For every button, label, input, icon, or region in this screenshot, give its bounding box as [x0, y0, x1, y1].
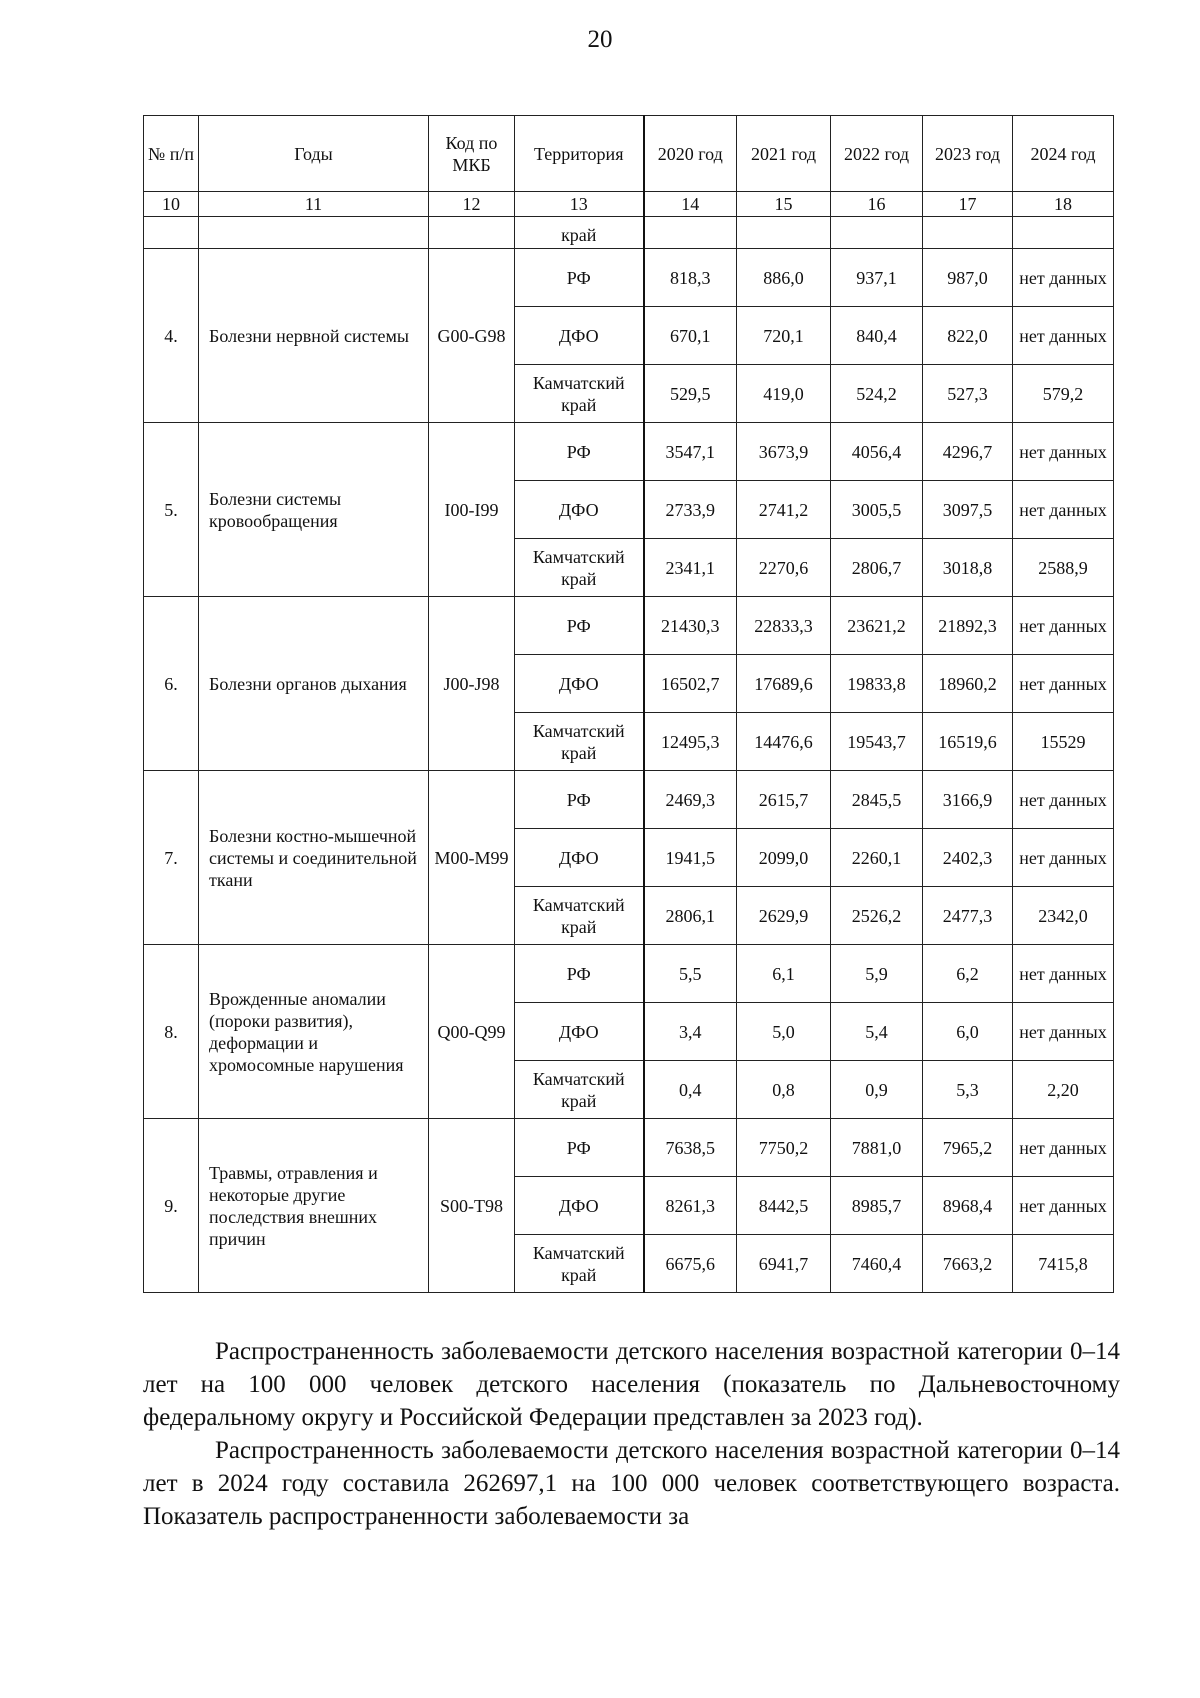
value-cell: 12495,3 [644, 713, 737, 771]
empty-cell [831, 217, 923, 249]
value-cell: 22833,3 [737, 597, 831, 655]
table-row [144, 945, 1114, 1003]
header-cell-years: Годы [199, 116, 429, 192]
value-cell: 5,5 [644, 945, 737, 1003]
column-number: 16 [831, 192, 923, 217]
value-cell: 8442,5 [737, 1177, 831, 1235]
territory-cell: ДФО [515, 307, 644, 365]
value-cell: 3166,9 [923, 771, 1013, 829]
column-number: 12 [429, 192, 515, 217]
value-cell: 2615,7 [737, 771, 831, 829]
value-cell: 3,4 [644, 1003, 737, 1061]
value-cell: 2733,9 [644, 481, 737, 539]
row-number: 6. [144, 597, 199, 771]
value-cell: 8985,7 [831, 1177, 923, 1235]
value-cell: нет данных [1013, 1003, 1114, 1061]
territory-cell: ДФО [515, 655, 644, 713]
column-number: 15 [737, 192, 831, 217]
column-number: 13 [515, 192, 644, 217]
value-cell: 5,0 [737, 1003, 831, 1061]
disease-group: Болезни системы кровообращения [199, 423, 429, 597]
value-cell: нет данных [1013, 945, 1114, 1003]
disease-group: Болезни органов дыхания [199, 597, 429, 771]
value-cell: 527,3 [923, 365, 1013, 423]
value-cell: 16519,6 [923, 713, 1013, 771]
territory-cell: Камчатский край [515, 887, 644, 945]
table-row [144, 597, 1114, 655]
value-cell: 6675,6 [644, 1235, 737, 1293]
value-cell: 18960,2 [923, 655, 1013, 713]
icd-code: S00-T98 [429, 1119, 515, 1293]
value-cell: 818,3 [644, 249, 737, 307]
row-number: 9. [144, 1119, 199, 1293]
territory-cell: РФ [515, 771, 644, 829]
value-cell: 2099,0 [737, 829, 831, 887]
value-cell: 7965,2 [923, 1119, 1013, 1177]
territory-cell: РФ [515, 1119, 644, 1177]
row-number: 7. [144, 771, 199, 945]
icd-code: I00-I99 [429, 423, 515, 597]
header-cell-2023: 2023 год [923, 116, 1013, 192]
value-cell: 2402,3 [923, 829, 1013, 887]
value-cell: 2806,7 [831, 539, 923, 597]
value-cell: 4056,4 [831, 423, 923, 481]
value-cell: 8968,4 [923, 1177, 1013, 1235]
empty-cell [644, 217, 737, 249]
value-cell: 670,1 [644, 307, 737, 365]
empty-cell [923, 217, 1013, 249]
value-cell: 5,4 [831, 1003, 923, 1061]
value-cell: 3097,5 [923, 481, 1013, 539]
icd-code: M00-M99 [429, 771, 515, 945]
table-header-row [144, 116, 1114, 192]
territory-cell: ДФО [515, 1003, 644, 1061]
header-cell-2021: 2021 год [737, 116, 831, 192]
value-cell: 886,0 [737, 249, 831, 307]
column-number: 10 [144, 192, 199, 217]
empty-cell [1013, 217, 1114, 249]
value-cell: 6,1 [737, 945, 831, 1003]
value-cell: нет данных [1013, 1177, 1114, 1235]
disease-group: Болезни нервной системы [199, 249, 429, 423]
value-cell: нет данных [1013, 597, 1114, 655]
column-number: 18 [1013, 192, 1114, 217]
header-cell-2020: 2020 год [644, 116, 737, 192]
value-cell: 17689,6 [737, 655, 831, 713]
value-cell: 987,0 [923, 249, 1013, 307]
value-cell: 822,0 [923, 307, 1013, 365]
value-cell: 21430,3 [644, 597, 737, 655]
value-cell: 21892,3 [923, 597, 1013, 655]
value-cell: 2588,9 [1013, 539, 1114, 597]
value-cell: 7460,4 [831, 1235, 923, 1293]
value-cell: 15529 [1013, 713, 1114, 771]
value-cell: нет данных [1013, 829, 1114, 887]
disease-group: Травмы, отравления и некоторые другие последствия внешних причин [199, 1119, 429, 1293]
value-cell: 524,2 [831, 365, 923, 423]
value-cell: 16502,7 [644, 655, 737, 713]
continuation-territory: край [515, 217, 644, 249]
value-cell: 6,0 [923, 1003, 1013, 1061]
value-cell: 3018,8 [923, 539, 1013, 597]
value-cell: 3547,1 [644, 423, 737, 481]
territory-cell: Камчатский край [515, 1061, 644, 1119]
territory-cell: Камчатский край [515, 539, 644, 597]
value-cell: 7881,0 [831, 1119, 923, 1177]
table-body [144, 116, 1114, 1293]
value-cell: 2806,1 [644, 887, 737, 945]
header-cell-icd-code: Код по МКБ [429, 116, 515, 192]
column-number: 14 [644, 192, 737, 217]
territory-cell: РФ [515, 423, 644, 481]
territory-cell: РФ [515, 597, 644, 655]
value-cell: 0,4 [644, 1061, 737, 1119]
value-cell: 5,9 [831, 945, 923, 1003]
header-cell-number: № п/п [144, 116, 199, 192]
table-row [144, 423, 1114, 481]
disease-group: Болезни костно-мышечной системы и соединительной ткани [199, 771, 429, 945]
header-cell-2022: 2022 год [831, 116, 923, 192]
row-number: 4. [144, 249, 199, 423]
value-cell: 0,9 [831, 1061, 923, 1119]
value-cell: 2629,9 [737, 887, 831, 945]
empty-cell [737, 217, 831, 249]
territory-cell: РФ [515, 249, 644, 307]
territory-cell: Камчатский край [515, 365, 644, 423]
value-cell: нет данных [1013, 771, 1114, 829]
table-row [144, 249, 1114, 307]
value-cell: 7750,2 [737, 1119, 831, 1177]
value-cell: 6941,7 [737, 1235, 831, 1293]
value-cell: 2469,3 [644, 771, 737, 829]
empty-cell [144, 217, 199, 249]
value-cell: 937,1 [831, 249, 923, 307]
value-cell: 529,5 [644, 365, 737, 423]
paragraph: Распространенность заболеваемости детского населения возрастной категории 0–14 лет на 100 000 человек детского населения (показатель по Дальневосточному федеральному округу и Российской Федерации представлен за 2023 год). [143, 1338, 1120, 1431]
value-cell: 840,4 [831, 307, 923, 365]
header-cell-2024: 2024 год [1013, 116, 1114, 192]
value-cell: 2741,2 [737, 481, 831, 539]
empty-cell [429, 217, 515, 249]
value-cell: нет данных [1013, 1119, 1114, 1177]
row-number: 8. [144, 945, 199, 1119]
territory-cell: ДФО [515, 1177, 644, 1235]
table-row [144, 1119, 1114, 1177]
value-cell: 2341,1 [644, 539, 737, 597]
value-cell: 419,0 [737, 365, 831, 423]
continuation-row [144, 217, 1114, 249]
value-cell: 2342,0 [1013, 887, 1114, 945]
territory-cell: Камчатский край [515, 713, 644, 771]
disease-group: Врожденные аномалии (пороки развития), деформации и хромосомные нарушения [199, 945, 429, 1119]
value-cell: 3673,9 [737, 423, 831, 481]
value-cell: 19543,7 [831, 713, 923, 771]
value-cell: 23621,2 [831, 597, 923, 655]
value-cell: 7415,8 [1013, 1235, 1114, 1293]
header-cell-territory: Территория [515, 116, 644, 192]
value-cell: нет данных [1013, 655, 1114, 713]
value-cell: 7663,2 [923, 1235, 1013, 1293]
value-cell: 1941,5 [644, 829, 737, 887]
value-cell: 5,3 [923, 1061, 1013, 1119]
territory-cell: Камчатский край [515, 1235, 644, 1293]
value-cell: 2270,6 [737, 539, 831, 597]
paragraph: Распространенность заболеваемости детского населения возрастной категории 0–14 лет в 2024 году составила 262697,1 на 100 000 человек соответствующего возраста. Показатель распространенности заболеваемости за [143, 1437, 1120, 1530]
value-cell: 8261,3 [644, 1177, 737, 1235]
table-row [144, 771, 1114, 829]
body-text [143, 1335, 1120, 1533]
page-number: 20 [587, 26, 613, 53]
value-cell: 2,20 [1013, 1061, 1114, 1119]
value-cell: 0,8 [737, 1061, 831, 1119]
icd-code: Q00-Q99 [429, 945, 515, 1119]
value-cell: 7638,5 [644, 1119, 737, 1177]
column-number: 11 [199, 192, 429, 217]
value-cell: нет данных [1013, 307, 1114, 365]
icd-code: J00-J98 [429, 597, 515, 771]
value-cell: 579,2 [1013, 365, 1114, 423]
row-number: 5. [144, 423, 199, 597]
territory-cell: ДФО [515, 481, 644, 539]
value-cell: 2477,3 [923, 887, 1013, 945]
icd-code: G00-G98 [429, 249, 515, 423]
value-cell: нет данных [1013, 481, 1114, 539]
value-cell: 3005,5 [831, 481, 923, 539]
territory-cell: РФ [515, 945, 644, 1003]
value-cell: 2260,1 [831, 829, 923, 887]
value-cell: нет данных [1013, 423, 1114, 481]
column-number-row [144, 192, 1114, 217]
value-cell: 19833,8 [831, 655, 923, 713]
value-cell: 14476,6 [737, 713, 831, 771]
empty-cell [199, 217, 429, 249]
value-cell: 2526,2 [831, 887, 923, 945]
value-cell: 6,2 [923, 945, 1013, 1003]
column-number: 17 [923, 192, 1013, 217]
value-cell: 2845,5 [831, 771, 923, 829]
value-cell: 720,1 [737, 307, 831, 365]
territory-cell: ДФО [515, 829, 644, 887]
value-cell: нет данных [1013, 249, 1114, 307]
morbidity-table [143, 115, 1114, 1293]
value-cell: 4296,7 [923, 423, 1013, 481]
